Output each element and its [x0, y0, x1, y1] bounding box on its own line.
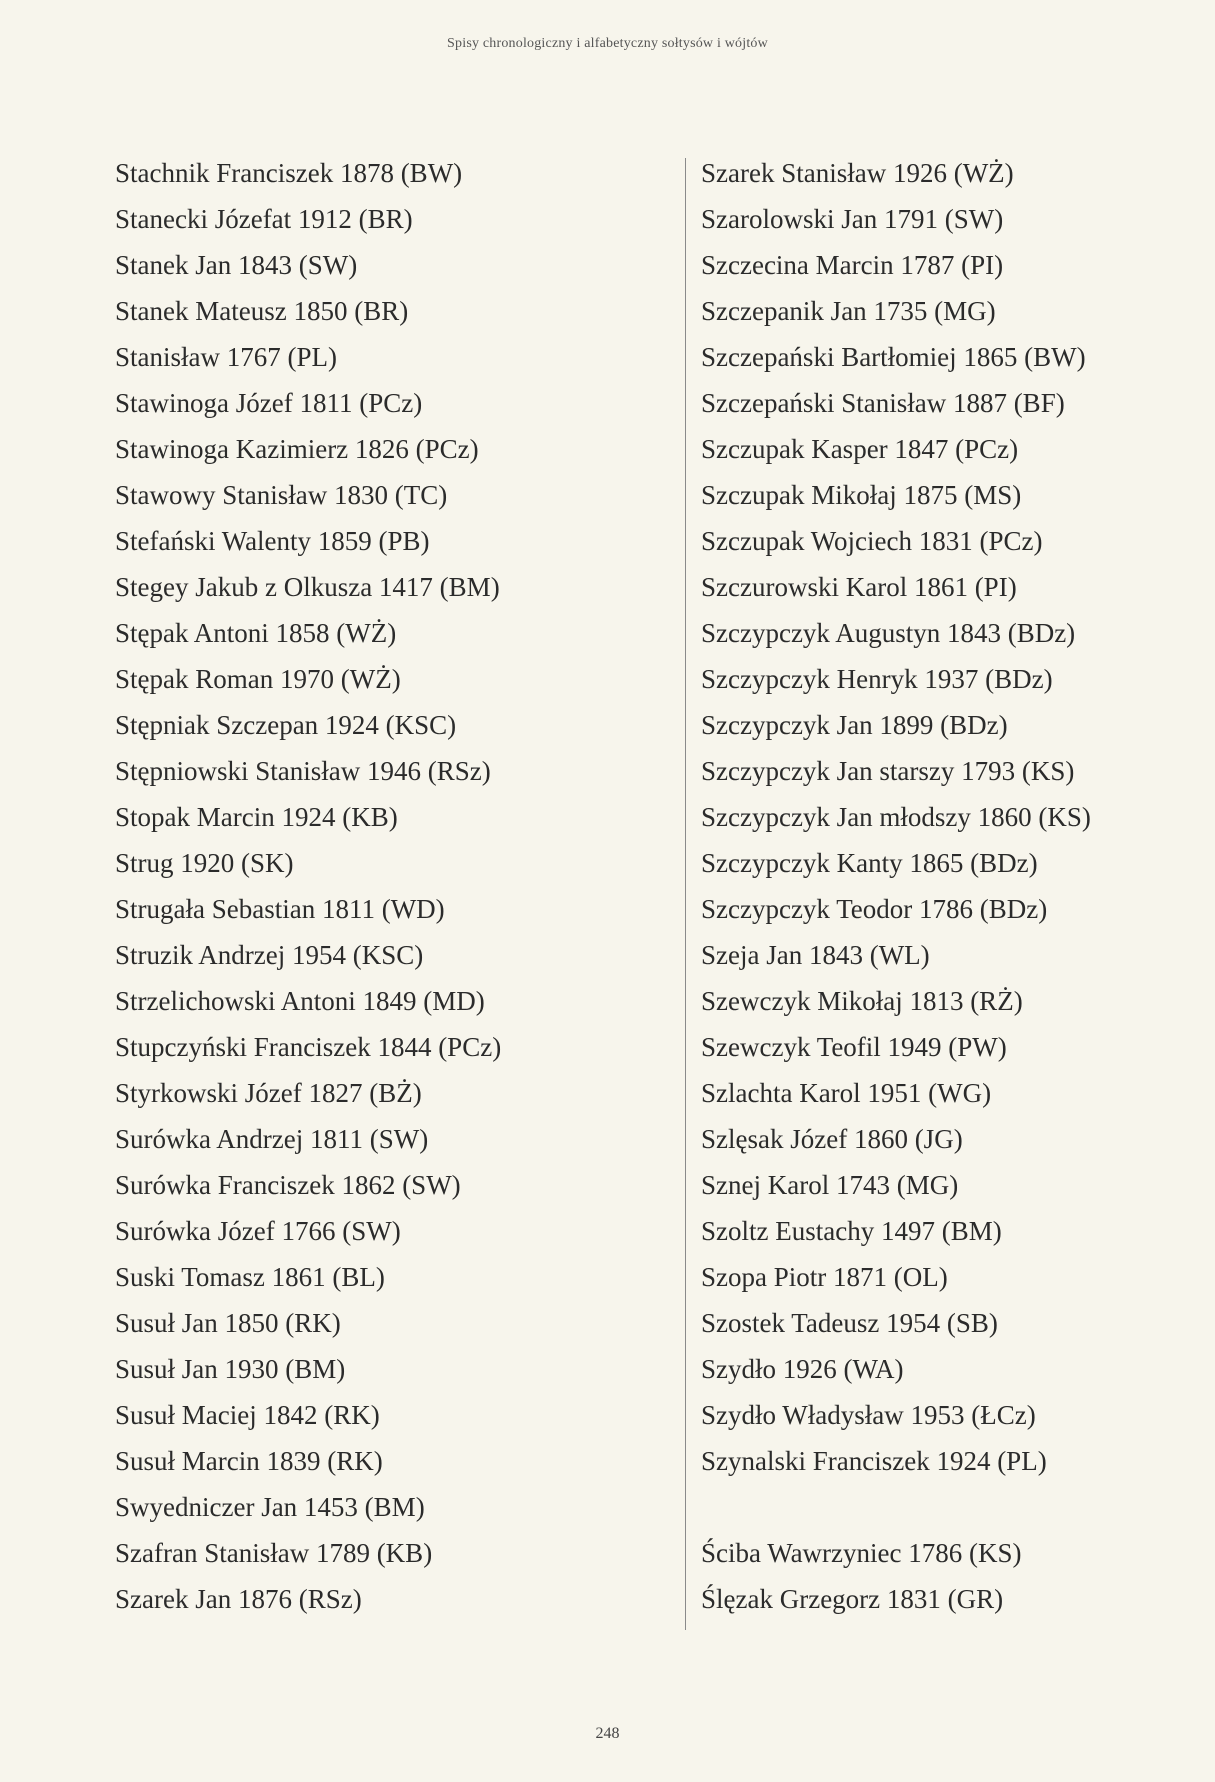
index-entry: Stępak Roman 1970 (WŻ): [115, 664, 401, 694]
index-entry: Stefański Walenty 1859 (PB): [115, 526, 430, 556]
index-entry: Ślęzak Grzegorz 1831 (GR): [701, 1584, 1004, 1614]
index-entry: Szydło 1926 (WA): [701, 1354, 904, 1384]
running-header: Spisy chronologiczny i alfabetyczny sołtysów i wójtów: [447, 36, 768, 51]
index-entry: Susuł Jan 1930 (BM): [115, 1354, 346, 1384]
index-entry: Szczepański Stanisław 1887 (BF): [701, 388, 1065, 418]
index-entry: Sznej Karol 1743 (MG): [701, 1170, 959, 1200]
index-entry: Stanecki Józefat 1912 (BR): [115, 204, 413, 234]
index-entry: Szczupak Mikołaj 1875 (MS): [701, 480, 1022, 510]
index-gap: [701, 1484, 1091, 1530]
index-entry: Surówka Józef 1766 (SW): [115, 1216, 401, 1246]
index-entry: Szczepanik Jan 1735 (MG): [701, 296, 996, 326]
index-entry: Szostek Tadeusz 1954 (SB): [701, 1308, 998, 1338]
index-entry: Szczypczyk Kanty 1865 (BDz): [701, 848, 1038, 878]
index-entry: Szeja Jan 1843 (WL): [701, 940, 930, 970]
index-entry: Stępak Antoni 1858 (WŻ): [115, 618, 397, 648]
page-number: 248: [595, 1725, 620, 1742]
index-entry: Szydło Władysław 1953 (ŁCz): [701, 1400, 1036, 1430]
index-entry: Stanisław 1767 (PL): [115, 342, 337, 372]
index-entry: Szewczyk Mikołaj 1813 (RŻ): [701, 986, 1023, 1016]
index-entry: Strug 1920 (SK): [115, 848, 294, 878]
index-entry: Stegey Jakub z Olkusza 1417 (BM): [115, 572, 500, 602]
index-entry: Surówka Andrzej 1811 (SW): [115, 1124, 429, 1154]
index-entry: Stopak Marcin 1924 (KB): [115, 802, 398, 832]
index-entry: Stachnik Franciszek 1878 (BW): [115, 158, 463, 188]
index-entry: Stanek Jan 1843 (SW): [115, 250, 358, 280]
index-entry: Stawowy Stanisław 1830 (TC): [115, 480, 448, 510]
index-entry: Strzelichowski Antoni 1849 (MD): [115, 986, 485, 1016]
index-entry: Szczypczyk Augustyn 1843 (BDz): [701, 618, 1076, 648]
index-entry: Szczupak Kasper 1847 (PCz): [701, 434, 1019, 464]
index-entry: Stupczyński Franciszek 1844 (PCz): [115, 1032, 502, 1062]
index-entry: Swyedniczer Jan 1453 (BM): [115, 1492, 425, 1522]
index-entry: Struzik Andrzej 1954 (KSC): [115, 940, 424, 970]
index-entry: Szczypczyk Jan młodszy 1860 (KS): [701, 802, 1091, 832]
index-entry: Surówka Franciszek 1862 (SW): [115, 1170, 461, 1200]
index-entry: Stępniowski Stanisław 1946 (RSz): [115, 756, 491, 786]
index-column-right: [701, 150, 1091, 1622]
index-entry: Szarolowski Jan 1791 (SW): [701, 204, 1004, 234]
index-entry: Szczypczyk Henryk 1937 (BDz): [701, 664, 1053, 694]
index-entry: Szczypczyk Jan starszy 1793 (KS): [701, 756, 1075, 786]
index-entry: Szynalski Franciszek 1924 (PL): [701, 1446, 1047, 1476]
index-entry: Szlachta Karol 1951 (WG): [701, 1078, 992, 1108]
index-entry: Stanek Mateusz 1850 (BR): [115, 296, 409, 326]
index-entry: Szlęsak Józef 1860 (JG): [701, 1124, 963, 1154]
index-entry: Styrkowski Józef 1827 (BŻ): [115, 1078, 422, 1108]
index-entry: Szopa Piotr 1871 (OL): [701, 1262, 948, 1292]
index-entry: Szczupak Wojciech 1831 (PCz): [701, 526, 1043, 556]
index-entry: Stawinoga Józef 1811 (PCz): [115, 388, 423, 418]
index-entry: Szczurowski Karol 1861 (PI): [701, 572, 1017, 602]
index-entry: Szafran Stanisław 1789 (KB): [115, 1538, 433, 1568]
index-entry: Ściba Wawrzyniec 1786 (KS): [701, 1538, 1022, 1568]
index-entry: Szewczyk Teofil 1949 (PW): [701, 1032, 1007, 1062]
index-entry: Szarek Stanisław 1926 (WŻ): [701, 158, 1014, 188]
index-entry: Szczecina Marcin 1787 (PI): [701, 250, 1004, 280]
index-entry: Suski Tomasz 1861 (BL): [115, 1262, 385, 1292]
index-entry: Strugała Sebastian 1811 (WD): [115, 894, 445, 924]
index-entry: Susuł Jan 1850 (RK): [115, 1308, 341, 1338]
index-entry: Susuł Maciej 1842 (RK): [115, 1400, 380, 1430]
index-entry: Szczypczyk Jan 1899 (BDz): [701, 710, 1008, 740]
index-entry: Szarek Jan 1876 (RSz): [115, 1584, 362, 1614]
index-entry: Susuł Marcin 1839 (RK): [115, 1446, 383, 1476]
index-entry: Szczypczyk Teodor 1786 (BDz): [701, 894, 1048, 924]
index-entry: Szoltz Eustachy 1497 (BM): [701, 1216, 1002, 1246]
column-divider: [685, 158, 686, 1630]
index-entry: Szczepański Bartłomiej 1865 (BW): [701, 342, 1086, 372]
index-entry: Stępniak Szczepan 1924 (KSC): [115, 710, 457, 740]
index-entry: Stawinoga Kazimierz 1826 (PCz): [115, 434, 479, 464]
index-column-left: [115, 150, 501, 1622]
